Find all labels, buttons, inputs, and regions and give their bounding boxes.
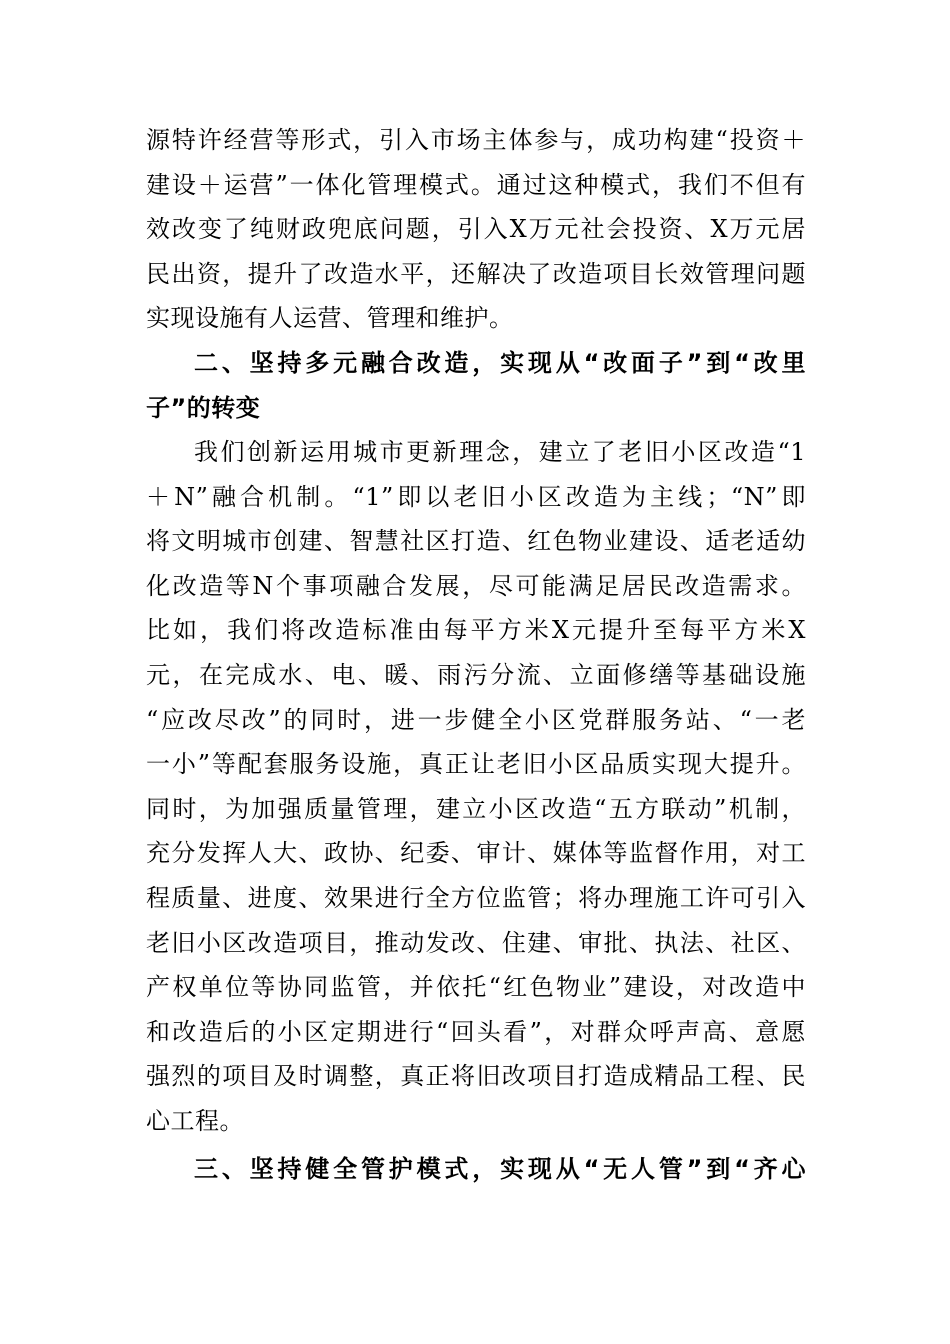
section-heading-3 xyxy=(146,1147,806,1192)
paragraph-2-line: 同时，为加强质量管理，建立小区改造“五方联动”机制， xyxy=(146,794,806,823)
paragraph-2-line: 一小”等配套服务设施，真正让老旧小区品质实现大提升。 xyxy=(146,750,806,779)
paragraph-2 xyxy=(146,430,806,1144)
paragraph-2-line: “应改尽改”的同时，进一步健全小区党群服务站、“一老 xyxy=(146,705,806,734)
paragraph-1-line: 建设＋运营”一体化管理模式。通过这种模式，我们不但有 xyxy=(146,170,806,199)
paragraph-2-line: 和改造后的小区定期进行“回头看”，对群众呼声高、意愿 xyxy=(146,1017,806,1046)
paragraph-2-line: 我们创新运用城市更新理念，建立了老旧小区改造“1 xyxy=(194,438,806,466)
paragraph-2-line: 心工程。 xyxy=(146,1106,244,1135)
paragraph-1-line: 实现设施有人运营、管理和维护。 xyxy=(146,304,514,333)
paragraph-2-line: 将文明城市创建、智慧社区打造、红色物业建设、适老适幼 xyxy=(146,527,806,556)
paragraph-1-line: 效改变了纯财政兜底问题，引入X万元社会投资、X万元居 xyxy=(146,215,806,244)
paragraph-2-line: 强烈的项目及时调整，真正将旧改项目打造成精品工程、民 xyxy=(146,1062,806,1091)
paragraph-2-line: 程质量、进度、效果进行全方位监管；将办理施工许可引入 xyxy=(146,883,806,912)
paragraph-1-line: 源特许经营等形式，引入市场主体参与，成功构建“投资＋ xyxy=(146,126,806,154)
paragraph-1-line: 民出资，提升了改造水平，还解决了改造项目长效管理问题 xyxy=(146,259,806,288)
paragraph-2-line: 化改造等N个事项融合发展，尽可能满足居民改造需求。 xyxy=(146,571,806,600)
paragraph-2-line: 产权单位等协同监管，并依托“红色物业”建设，对改造中 xyxy=(146,973,806,1002)
paragraph-2-line: 元，在完成水、电、暖、雨污分流、立面修缮等基础设施 xyxy=(146,660,806,689)
paragraph-2-line: 老旧小区改造项目，推动发改、住建、审批、执法、社区、 xyxy=(146,928,806,957)
heading-3-line: 三、坚持健全管护模式，实现从“无人管”到“齐心 xyxy=(194,1155,806,1183)
paragraph-2-line: ＋N”融合机制。“1”即以老旧小区改造为主线；“N”即 xyxy=(146,482,806,511)
section-heading-2 xyxy=(146,341,806,430)
heading-2-line: 子”的转变 xyxy=(146,393,261,422)
heading-2-line: 二、坚持多元融合改造，实现从“改面子”到“改里 xyxy=(194,349,806,377)
paragraph-2-line: 充分发挥人大、政协、纪委、审计、媒体等监督作用，对工 xyxy=(146,839,806,868)
paragraph-2-line: 比如，我们将改造标准由每平方米X元提升至每平方米X xyxy=(146,616,806,645)
paragraph-1 xyxy=(146,118,806,341)
